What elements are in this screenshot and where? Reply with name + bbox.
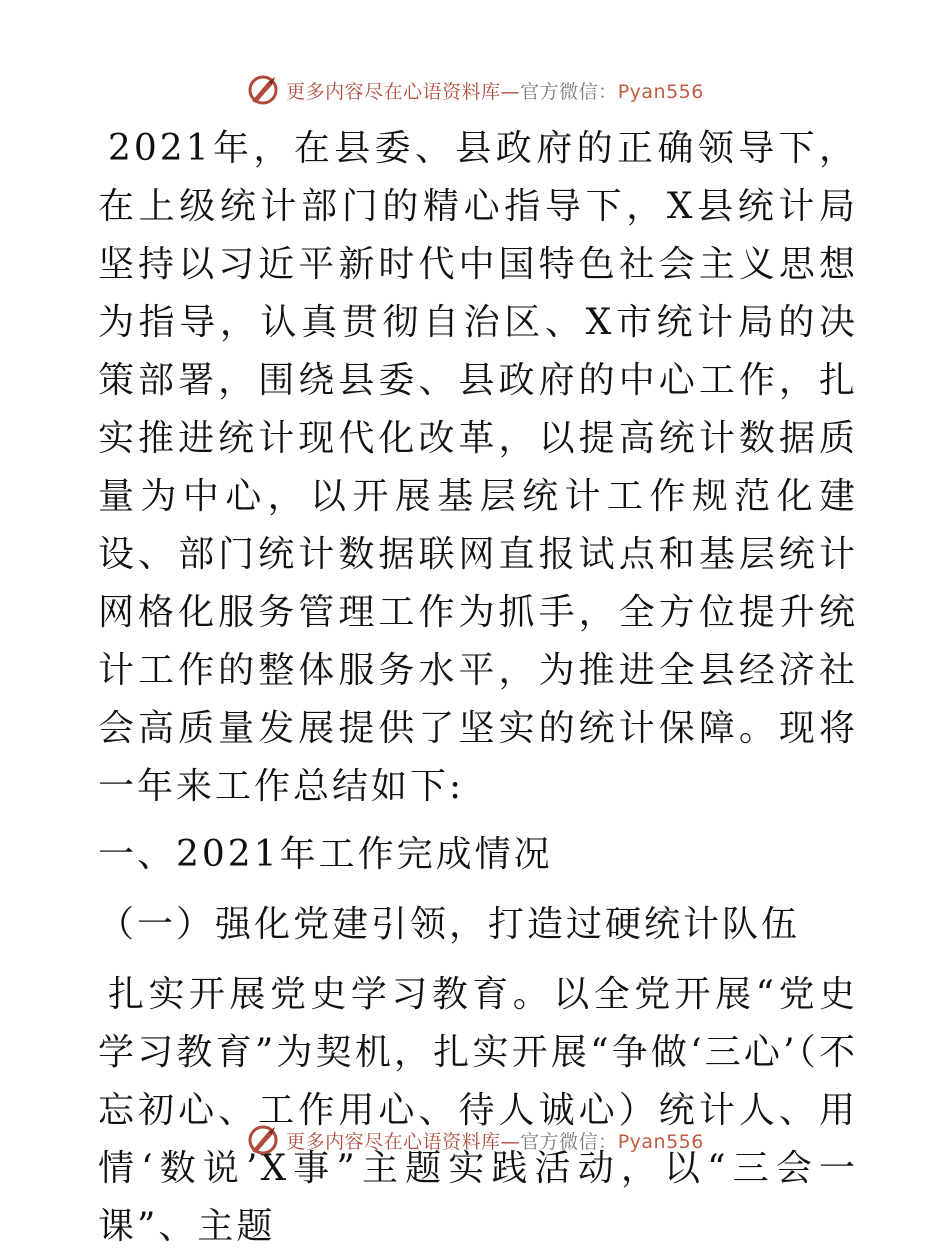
watermark-wechat-id: Pyan556 [617,1130,704,1153]
watermark-wechat-id: Pyan556 [617,80,704,103]
document-body [98,120,858,1256]
footer-watermark [0,1120,950,1160]
watermark-main: 更多内容尽在心语资料库 [286,1130,501,1153]
watermark-text [286,77,704,104]
watermark-dash: — [500,1130,521,1153]
paragraph-intro: 2021年，在县委、县政府的正确领导下，在上级统计部门的精心指导下，X县统计局坚持以习近平新时代中国特色社会主义思想为指导，认真贯彻自治区、X市统计局的决策部署，围绕县委、县政府的中心工作，扎实推进统计现代化改革，以提高统计数据质量为中心，以开展基层统计工作规范化建设、部门统计数据联网直报试点和基层统计网格化服务管理工作为抓手，全方位提升统计工作的整体服务水平，为推进全县经济社会高质量发展提供了坚实的统计保障。现将一年来工作总结如下: [98,128,858,807]
feather-pen-logo-icon [246,1123,280,1157]
watermark-main: 更多内容尽在心语资料库 [286,80,501,103]
watermark-text [286,1127,704,1154]
watermark-official: 官方微信： [520,1130,618,1153]
section-heading-2: （一）强化党建引领，打造过硬统计队伍 [98,904,801,945]
header-watermark [0,70,950,110]
paragraph-party-history: 扎实开展党史学习教育。以全党开展“党史学习教育”为契机，扎实开展“争做‘三心’（不忘初心、工作用心、待人诚心）统计人、用情‘数说’X事”主题实践活动，以“三会一课”、主题 [98,974,858,1247]
watermark-official: 官方微信： [520,80,618,103]
feather-pen-logo-icon [246,73,280,107]
watermark-dash: — [500,80,521,103]
section-heading-1: 一、2021年工作完成情况 [98,834,553,875]
